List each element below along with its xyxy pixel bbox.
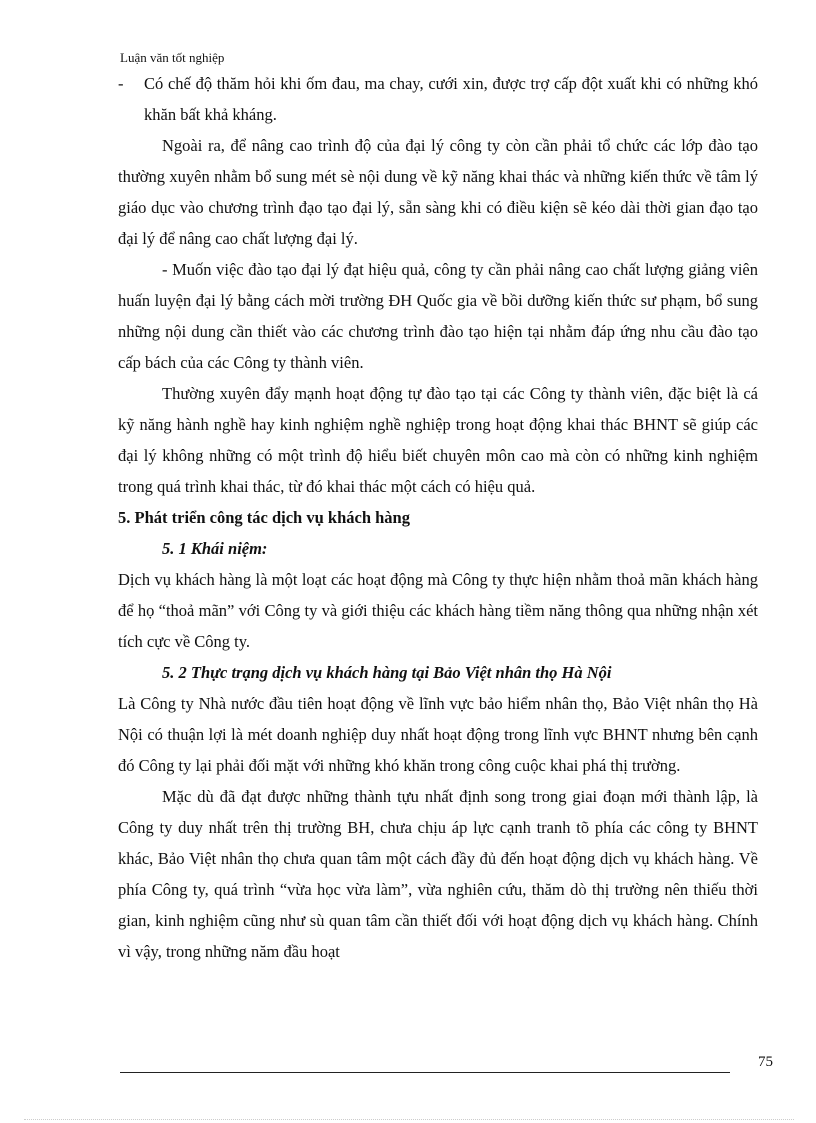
subsection-heading-5-1: 5. 1 Khái niệm: — [162, 539, 268, 558]
footer-rule — [120, 1072, 730, 1073]
paragraph-instructors: - Muốn việc đào tạo đại lý đạt hiệu quả, công ty cần phải nâng cao chất lượng giảng viên huấn luyện đại lý bằng cách mời trường ĐH Quốc gia về bồi dưỡng kiến thức sư phạm, bổ sung những nội dung cần thiết vào các chương trình đào tạo hiện tại nhằm đáp ứng nhu cầu đào tạo cấp bách của các Công ty thành viên. — [118, 260, 758, 372]
section-heading-5: 5. Phát triển công tác dịch vụ khách hàng — [118, 508, 410, 527]
page-content — [118, 68, 758, 967]
paragraph-achievements: Mặc dù đã đạt được những thành tựu nhất định song trong giai đoạn mới thành lập, là Công ty duy nhất trên thị trường BH, chưa chịu áp lực cạnh tranh tõ phía các công ty BHNT khác, Bảo Việt nhân thọ chưa quan tâm một cách đầy đủ đến hoạt động dịch vụ khách hàng. Về phía Công ty, quá trình “vừa học vừa làm”, vừa nghiên cứu, thăm dò thị trường nên thiếu thời gian, kinh nghiệm cũng như sù quan tâm cần thiết đối với hoạt động dịch vụ khách hàng. Chính vì vậy, trong những năm đầu hoạt — [118, 787, 758, 961]
subsection-heading-5-2: 5. 2 Thực trạng dịch vụ khách hàng tại Bảo Việt nhân thọ Hà Nội — [162, 663, 612, 682]
page-number: 75 — [758, 1054, 773, 1070]
paragraph-definition: Dịch vụ khách hàng là một loạt các hoạt động mà Công ty thực hiện nhằm thoả mãn khách hàng để họ “thoả mãn” với Công ty và giới thiệu các khách hàng tiềm năng thông qua những nhận xét tích cực về Công ty. — [118, 570, 758, 651]
paragraph-training: Ngoài ra, để nâng cao trình độ của đại lý công ty còn cần phải tổ chức các lớp đào tạo thường xuyên nhằm bổ sung mét sè nội dung về kỹ năng khai thác và những kiến thức về tâm lý giáo dục vào chương trình đạo tạo đại lý, sẵn sàng khi có điều kiện sẽ kéo dài thời gian đạo tạo đại lý để nâng cao chất lượng đại lý. — [118, 136, 758, 248]
page-edge-divider — [24, 1119, 794, 1120]
bullet-item — [118, 68, 758, 130]
running-header: Luận văn tốt nghiệp — [120, 50, 225, 65]
bullet-text: Có chế độ thăm hỏi khi ốm đau, ma chay, cưới xin, được trợ cấp đột xuất khi có những khó khăn bất khả kháng. — [144, 74, 758, 124]
paragraph-self-training: Thường xuyên đẩy mạnh hoạt động tự đào tạo tại các Công ty thành viên, đặc biệt là cá kỹ năng hành nghề hay kinh nghiệm nghề nghiệp trong hoạt động khai thác BHNT sẽ giúp các đại lý không những có một trình độ hiểu biết chuyên môn cao mà còn có những kinh nghiệm trong quá trình khai thác, từ đó khai thác một cách có hiệu quả. — [118, 384, 758, 496]
bullet-dash: - — [118, 74, 124, 93]
paragraph-state-company: Là Công ty Nhà nước đầu tiên hoạt động về lĩnh vực bảo hiểm nhân thọ, Bảo Việt nhân thọ Hà Nội có thuận lợi là mét doanh nghiệp duy nhất hoạt động trong lĩnh vực BHNT nhưng bên cạnh đó Công ty lại phải đối mặt với những khó khăn trong công cuộc khai phá thị trường. — [118, 694, 758, 775]
